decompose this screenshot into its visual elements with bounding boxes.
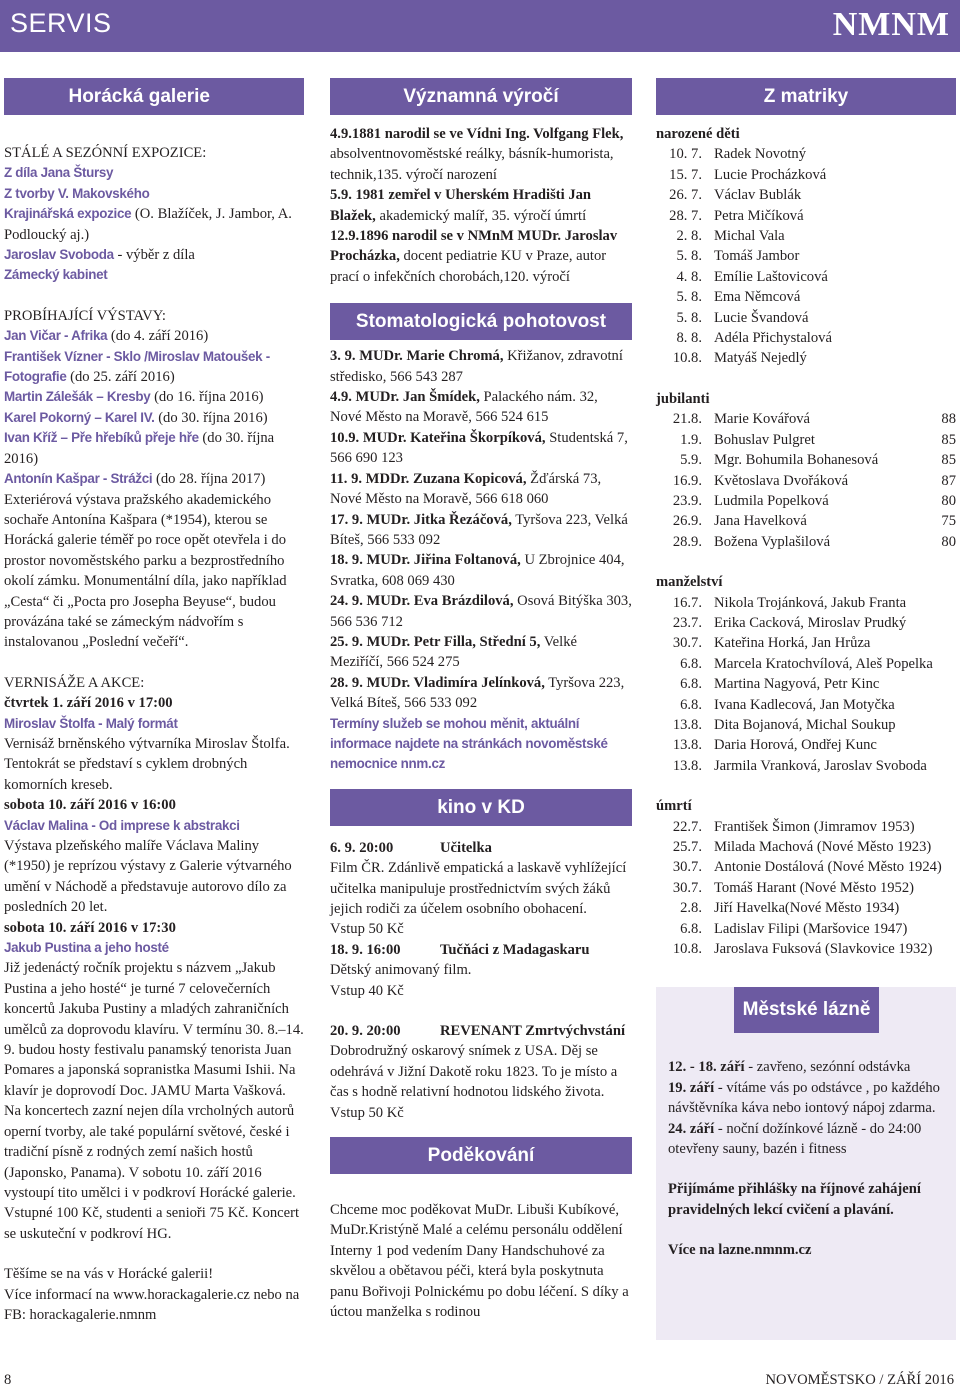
spa-promo: Přijímáme přihlášky na říjnové zahájení pravidelných lekcí cvičení a plavání. — [668, 1181, 921, 1218]
exhibition: František Vízner - Sklo /Miroslav Matoušek - Fotografie (do 25. září 2016) — [4, 348, 270, 386]
marriages-title: manželství — [656, 574, 723, 591]
thanks-body — [330, 1200, 632, 1322]
dental-note: Termíny služeb se mohou měnit, aktuální informace najdete na stránkách novoměstské nemocnice nnm.cz — [330, 715, 608, 772]
event-text: Již jedenáctý ročník projektu s názvem „Jakub Pustina a jeho hosté“ je turné 7 celovečerních koncertů Jakuba Pustiny a mladých zahraničních umělců za doprovodu klavíru. V termínu 30. 8.–14. 9. budou hosty festivalu panamský tenorista Juan Pomares a japonská sopranistka Masumi Ishii. Na klavír je doprovodí Doc. JAMU Marta Vašková. Na koncertech zazní nejen díla vrcholných autorů operní tvorby, ale také populární světové, české i tradiční písně z rodných zemí našich hostů (Japonsko, Panama). V sobotu 10. září 2016 vystoupí tito umělci i v podkroví Horácké galerie. — [4, 960, 304, 1201]
table-row: 5. 8. Tomáš Jambor — [676, 248, 800, 265]
exhibit-permanent: Z díla Jana Štursy — [4, 165, 114, 181]
table-row: 28. 7. Petra Mičíková — [669, 207, 804, 224]
cinema-heading: kino v KD — [330, 789, 632, 826]
film-price: Vstup 50 Kč — [330, 1104, 404, 1121]
issue-label: NOVOMĚSTSKO / ZÁŘÍ 2016 — [765, 1372, 954, 1388]
jubilees-title: jubilanti — [656, 390, 710, 407]
dental-item: 17. 9. MUDr. Jitka Řezáčová, Tyršova 223, Velká Bíteš, 566 533 092 — [330, 511, 628, 548]
exhibition: Ivan Kříž – Pře hřebíků přeje hře (do 30. října 2016) — [4, 430, 275, 467]
dental-item: 10.9. MUDr. Kateřina Škorpíková, Studentská 7, 566 690 123 — [330, 429, 628, 467]
ongoing-title: PROBÍHAJÍCÍ VÝSTAVY: — [4, 307, 166, 324]
table-row: 30.7. Tomáš Harant (Nové Město 1952) — [672, 879, 915, 896]
event-text: Vernisáž brněnského výtvarníka Miroslav Štolfa. Tentokrát se představí s cyklem drobných komorních kreseb. — [4, 735, 290, 793]
middle-column — [330, 78, 632, 1323]
exhibition: Karel Pokorný – Karel IV. (do 30. října 2016) — [4, 409, 268, 426]
film-text: Film ČR. Zdánlivě empatická a laskavě vyhlížející učitelka manipuluje prostřednictvím svých žáků jejich rodiči za účelem osobního obohacení. — [330, 860, 627, 917]
film-header: 18. 9. 16:00 Tučňáci z Madagaskaru — [330, 941, 590, 958]
table-row: 21.8. Marie Kovářová 88 — [672, 411, 956, 428]
table-row: 5.9. Mgr. Bohumila Bohanesová 85 — [680, 452, 956, 469]
table-row: 15. 7. Lucie Procházková — [669, 166, 827, 183]
registry-body — [656, 124, 956, 959]
film-price: Vstup 40 Kč — [330, 982, 404, 999]
dental-item: 28. 9. MUDr. Vladimíra Jelínková, Tyršova 223, Velká Bíteš, 566 533 092 — [330, 674, 625, 712]
table-row: 6.8. Martina Nagyová, Petr Kinc — [680, 676, 880, 693]
spa-web: Více na lazne.nmnm.cz — [668, 1242, 812, 1259]
event-date: sobota 10. září 2016 v 17:30 — [4, 919, 176, 936]
exhibition-description: Exteriérová výstava pražského akademického sochaře Antonína Kašpara (*1954), kterou se Horácká galerie téměř po roce opět otevřela i do prostor novoměstského parku a bezprostředního okolí zámku. Monumentální díla, jako například „Cesta“ či „Pocta pro Josepha Beyuse“, budou provázána také se zámeckým nádvořím s instalovanou „Poslední večeří“. — [4, 491, 287, 651]
table-row: 10. 7. Radek Novotný — [669, 146, 807, 163]
film-text: Dobrodružný oskarový snímek z USA. Děj se odehrává v Jižní Dakotě roku 1823. To je místo a čas s hodně relativní hodnotou lidského života. — [330, 1043, 618, 1101]
dental-item: 18. 9. MUDr. Jiřina Foltanová, U Zbrojnice 404, Svratka, 608 069 430 — [330, 552, 625, 589]
exhibit-permanent: Zámecký kabinet — [4, 267, 108, 283]
dental-item: 24. 9. MUDr. Eva Brázdilová, Osová Bitýška 303, 566 536 712 — [330, 593, 632, 630]
masthead — [0, 0, 960, 52]
marriages-table — [656, 593, 933, 777]
events-title: VERNISÁŽE A AKCE: — [4, 674, 145, 691]
table-row: 13.8. Jarmila Vranková, Jaroslav Svoboda — [672, 757, 927, 774]
exhibition: Antonín Kašpar - Strážci (do 28. října 2017) — [4, 471, 266, 488]
table-row: 28.9. Božena Vyplašilová 80 — [672, 533, 956, 550]
table-row: 2. 8. Michal Vala — [676, 228, 785, 245]
table-row: 8. 8. Adéla Přichystalová — [676, 330, 832, 347]
table-row: 22.7. František Šimon (Jimramov 1953) — [672, 818, 915, 835]
gallery-heading: Horácká galerie — [4, 78, 304, 115]
table-row: 5. 8. Lucie Švandová — [676, 309, 809, 326]
table-row: 6.8. Ladislav Filipi (Maršovice 1947) — [680, 920, 908, 937]
table-row: 1.9. Bohuslav Pulgret 85 — [680, 431, 956, 448]
event-text: Výstava plzeňského malíře Václava Maliny (*1950) je reprízou výstavy z Galerie výtvarného umění v Náchodě a představuje autorovo dílo za posledních 20 let. — [4, 838, 292, 916]
logo: NMNM — [832, 6, 950, 43]
table-row: 23.7. Erika Cacková, Miroslav Prudký — [672, 614, 907, 631]
table-row: 16.7. Nikola Trojánková, Jakub Franta — [672, 594, 907, 611]
registry-heading: Z matriky — [656, 78, 956, 115]
dental-item: 25. 9. MUDr. Petr Filla, Střední 5, Velké Meziříčí, 566 524 275 — [330, 633, 577, 671]
table-row: 23.9. Ludmila Popelková 80 — [672, 492, 956, 509]
table-row: 10.8. Matyáš Nejedlý — [672, 350, 807, 367]
dental-item: 11. 9. MDDr. Zuzana Kopicová, Žďárská 73, Nové Město na Moravě, 566 618 060 — [330, 470, 602, 508]
thanks-text: Chceme moc poděkovat MuDr. Libuši Kubíkové, MuDr.Kristýně Malé a celému personálu oddělení Interny 1 pod vedením Dany Handschuhové za skvělou a obětavou péči, která byla poskytnuta panu Bořivoji Polnickému po dobu léčení. S díky a úctou manželka s rodinou — [330, 1202, 629, 1321]
exhibition: Martin Zálešák – Kresby (do 16. října 2016) — [4, 389, 264, 406]
thanks-heading: Poděkování — [330, 1137, 632, 1174]
table-row: 25.7. Milada Machová (Nové Město 1923) — [672, 839, 932, 855]
table-row: 26.9. Jana Havelková 75 — [672, 513, 956, 530]
film-header: 6. 9. 20:00 Učitelka — [330, 839, 492, 856]
closing-text: Těšíme se na vás v Horácké galerii! — [4, 1266, 214, 1283]
event-date: sobota 10. září 2016 v 16:00 — [4, 797, 176, 814]
cinema-body — [330, 838, 632, 1123]
dental-item: 4.9. MUDr. Jan Šmídek, Palackého nám. 32, Nové Město na Moravě, 566 524 615 — [330, 389, 598, 426]
table-row: 13.8. Dita Bojanová, Michal Soukup — [672, 716, 896, 733]
deaths-table — [656, 817, 942, 960]
gallery-column — [4, 78, 304, 1325]
event-name: Václav Malina - Od imprese k abstrakci — [4, 817, 240, 833]
page-number: 8 — [4, 1372, 12, 1388]
anniversary-item: 5.9. 1981 zemřel v Uherském Hradišti Jan Blažek, akademický malíř, 35. výročí úmrtí — [330, 187, 592, 224]
table-row: 16.9. Květoslava Dvořáková 87 — [672, 472, 956, 489]
table-row: 26. 7. Václav Bublák — [669, 187, 802, 204]
spa-box — [656, 987, 956, 1340]
spa-heading: Městské lázně — [734, 987, 879, 1033]
table-row: 5. 8. Ema Němcová — [676, 289, 801, 306]
event-date: čtvrtek 1. září 2016 v 17:00 — [4, 695, 173, 712]
exhibition: Jan Vičar - Afrika (do 4. září 2016) — [4, 328, 209, 345]
exhibit-permanent: Jaroslav Svoboda - výběr z díla — [4, 247, 195, 264]
dental-body — [330, 346, 632, 775]
table-row: 30.7. Kateřina Horká, Jan Hrůza — [672, 635, 871, 652]
permanent-title: STÁLÉ A SEZÓNNÍ EXPOZICE: — [4, 145, 207, 161]
spa-body — [656, 1033, 956, 1260]
table-row: 2.8. Jiří Havelka(Nové Město 1934) — [680, 900, 900, 917]
table-row: 6.8. Marcela Kratochvílová, Aleš Popelka — [680, 655, 933, 672]
anniversary-item: 12.9.1896 narodil se v NMnM MUDr. Jaroslav Procházka, docent pediatrie KU v Praze, autor prací o infekčních chorobách,120. výročí — [330, 228, 618, 285]
table-row: 6.8. Ivana Kadlecová, Jan Motyčka — [680, 696, 895, 713]
dental-item: 3. 9. MUDr. Marie Chromá, Křižanov, zdravotní středisko, 566 543 287 — [330, 348, 623, 385]
table-row: 4. 8. Emílie Laštovicová — [676, 268, 828, 285]
exhibit-permanent: Krajinářská expozice (O. Blažíček, J. Jambor, A. Podloucký aj.) — [4, 206, 292, 243]
event-name: Jakub Pustina a jeho hosté — [4, 940, 169, 956]
registry-column — [656, 78, 956, 1340]
spa-item: 24. září - noční dožínkové lázně - do 24:00 otevřeny sauny, bazén i fitness — [668, 1120, 922, 1158]
anniversary-item: 4.9.1881 narodil se ve Vídni Ing. Volfgang Flek, absolventnovoměstské reálky, básník-humorista, technik,135. výročí narození — [330, 126, 624, 183]
film-price: Vstup 50 Kč — [330, 921, 404, 938]
anniversaries-heading: Významná výročí — [330, 78, 632, 115]
births-title: narozené děti — [656, 126, 740, 142]
table-row: 13.8. Daria Horová, Ondřej Kunc — [672, 737, 877, 754]
exhibit-permanent: Z tvorby V. Makovského — [4, 185, 150, 201]
event-text: Vstupné 100 Kč, studenti a senioři 75 Kč. Koncert se uskuteční v podkroví HG. — [4, 1205, 300, 1242]
section-title: SERVIS — [10, 8, 112, 38]
event-name: Miroslav Štolfa - Malý formát — [4, 715, 178, 731]
anniversaries-body — [330, 124, 632, 287]
deaths-title: úmrtí — [656, 798, 692, 815]
film-header: 20. 9. 20:00 REVENANT Zmrtvýchvstání — [330, 1023, 626, 1040]
contact-text: Více informací na www.horackagalerie.cz nebo na FB: horackagalerie.nmnm — [4, 1286, 300, 1323]
jubilees-table — [656, 409, 956, 552]
gallery-body — [4, 143, 304, 1325]
table-row: 10.8. Jaroslava Fuksová (Slavkovice 1932) — [672, 941, 933, 958]
spa-item: 19. září - vítáme vás po odstávce , po každého návštěvníka káva nebo iontový nápoj zdarma. — [668, 1079, 940, 1117]
table-row: 30.7. Antonie Dostálová (Nové Město 1924) — [672, 859, 942, 876]
spa-item: 12. - 18. září - zavřeno, sezónní odstávka — [668, 1059, 911, 1076]
births-table — [656, 144, 832, 368]
film-text: Dětský animovaný film. — [330, 962, 472, 979]
dental-heading: Stomatologická pohotovost — [330, 303, 632, 340]
